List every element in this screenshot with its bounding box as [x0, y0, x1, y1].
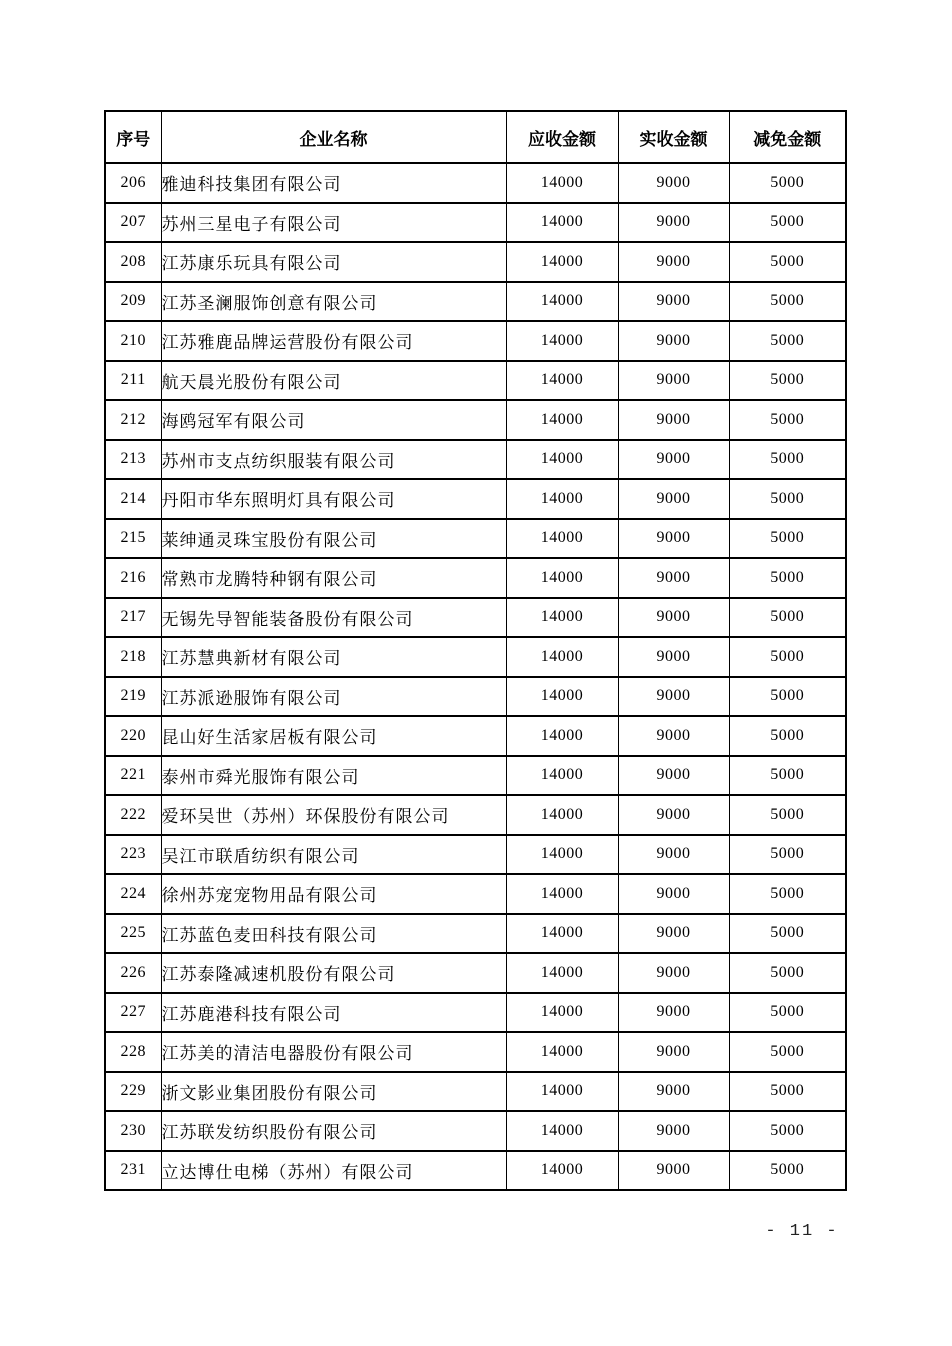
- company-name: 江苏美的清洁电器股份有限公司: [161, 1032, 506, 1072]
- row-serial-number: 210: [105, 321, 161, 361]
- received-amount: 9000: [618, 282, 729, 322]
- row-serial-number: 207: [105, 203, 161, 243]
- table-row: [105, 1151, 846, 1191]
- company-name: 江苏派逊服饰有限公司: [161, 677, 506, 717]
- row-serial-number: 227: [105, 993, 161, 1033]
- row-serial-number: 226: [105, 953, 161, 993]
- table-row: [105, 479, 846, 519]
- row-serial-number: 206: [105, 163, 161, 203]
- reduction-amount: 5000: [729, 1111, 846, 1151]
- header-row: [105, 111, 846, 163]
- row-serial-number: 228: [105, 1032, 161, 1072]
- received-amount: 9000: [618, 321, 729, 361]
- table-row: [105, 756, 846, 796]
- received-amount: 9000: [618, 1032, 729, 1072]
- company-name: 泰州市舜光服饰有限公司: [161, 756, 506, 796]
- received-amount: 9000: [618, 637, 729, 677]
- table-row: [105, 321, 846, 361]
- received-amount: 9000: [618, 361, 729, 401]
- row-serial-number: 212: [105, 400, 161, 440]
- company-name: 江苏泰隆减速机股份有限公司: [161, 953, 506, 993]
- reduction-amount: 5000: [729, 598, 846, 638]
- table-row: [105, 1111, 846, 1151]
- table-row: [105, 558, 846, 598]
- receivable-amount: 14000: [506, 321, 618, 361]
- company-name: 航天晨光股份有限公司: [161, 361, 506, 401]
- row-serial-number: 208: [105, 242, 161, 282]
- company-name: 雅迪科技集团有限公司: [161, 163, 506, 203]
- receivable-amount: 14000: [506, 242, 618, 282]
- company-name: 海鸥冠军有限公司: [161, 400, 506, 440]
- reduction-amount: 5000: [729, 795, 846, 835]
- table-row: [105, 716, 846, 756]
- row-serial-number: 220: [105, 716, 161, 756]
- header-serial-number: 序号: [105, 111, 161, 163]
- row-serial-number: 211: [105, 361, 161, 401]
- row-serial-number: 209: [105, 282, 161, 322]
- reduction-amount: 5000: [729, 282, 846, 322]
- company-name: 丹阳市华东照明灯具有限公司: [161, 479, 506, 519]
- reduction-amount: 5000: [729, 400, 846, 440]
- received-amount: 9000: [618, 598, 729, 638]
- row-serial-number: 229: [105, 1072, 161, 1112]
- receivable-amount: 14000: [506, 953, 618, 993]
- receivable-amount: 14000: [506, 716, 618, 756]
- received-amount: 9000: [618, 519, 729, 559]
- company-name: 昆山好生活家居板有限公司: [161, 716, 506, 756]
- received-amount: 9000: [618, 677, 729, 717]
- row-serial-number: 223: [105, 835, 161, 875]
- receivable-amount: 14000: [506, 440, 618, 480]
- receivable-amount: 14000: [506, 361, 618, 401]
- reduction-amount: 5000: [729, 361, 846, 401]
- table-row: [105, 598, 846, 638]
- reduction-amount: 5000: [729, 914, 846, 954]
- reduction-amount: 5000: [729, 558, 846, 598]
- receivable-amount: 14000: [506, 598, 618, 638]
- company-name: 无锡先导智能装备股份有限公司: [161, 598, 506, 638]
- receivable-amount: 14000: [506, 1151, 618, 1191]
- receivable-amount: 14000: [506, 282, 618, 322]
- table-row: [105, 1032, 846, 1072]
- received-amount: 9000: [618, 914, 729, 954]
- reduction-amount: 5000: [729, 874, 846, 914]
- receivable-amount: 14000: [506, 795, 618, 835]
- company-name: 莱绅通灵珠宝股份有限公司: [161, 519, 506, 559]
- row-serial-number: 221: [105, 756, 161, 796]
- reduction-amount: 5000: [729, 756, 846, 796]
- company-name: 江苏联发纺织股份有限公司: [161, 1111, 506, 1151]
- receivable-amount: 14000: [506, 519, 618, 559]
- table-row: [105, 953, 846, 993]
- receivable-amount: 14000: [506, 1111, 618, 1151]
- received-amount: 9000: [618, 835, 729, 875]
- received-amount: 9000: [618, 756, 729, 796]
- receivable-amount: 14000: [506, 677, 618, 717]
- company-name: 立达博仕电梯（苏州）有限公司: [161, 1151, 506, 1191]
- table-row: [105, 993, 846, 1033]
- row-serial-number: 218: [105, 637, 161, 677]
- table-row: [105, 835, 846, 875]
- reduction-amount: 5000: [729, 1151, 846, 1191]
- table-row: [105, 440, 846, 480]
- row-serial-number: 215: [105, 519, 161, 559]
- receivable-amount: 14000: [506, 914, 618, 954]
- receivable-amount: 14000: [506, 1032, 618, 1072]
- receivable-amount: 14000: [506, 1072, 618, 1112]
- table-row: [105, 795, 846, 835]
- reduction-amount: 5000: [729, 993, 846, 1033]
- receivable-amount: 14000: [506, 637, 618, 677]
- row-serial-number: 225: [105, 914, 161, 954]
- row-serial-number: 224: [105, 874, 161, 914]
- reduction-amount: 5000: [729, 440, 846, 480]
- table-header: [105, 111, 846, 163]
- table-row: [105, 400, 846, 440]
- reduction-amount: 5000: [729, 953, 846, 993]
- table-row: [105, 914, 846, 954]
- table-row: [105, 637, 846, 677]
- reduction-amount: 5000: [729, 637, 846, 677]
- received-amount: 9000: [618, 163, 729, 203]
- company-name: 徐州苏宠宠物用品有限公司: [161, 874, 506, 914]
- company-name: 江苏蓝色麦田科技有限公司: [161, 914, 506, 954]
- company-name: 江苏康乐玩具有限公司: [161, 242, 506, 282]
- received-amount: 9000: [618, 1151, 729, 1191]
- reduction-amount: 5000: [729, 716, 846, 756]
- received-amount: 9000: [618, 558, 729, 598]
- header-reduction-amount: 减免金额: [729, 111, 846, 163]
- received-amount: 9000: [618, 1072, 729, 1112]
- receivable-amount: 14000: [506, 479, 618, 519]
- row-serial-number: 231: [105, 1151, 161, 1191]
- reduction-amount: 5000: [729, 519, 846, 559]
- table-row: [105, 361, 846, 401]
- table-row: [105, 163, 846, 203]
- row-serial-number: 222: [105, 795, 161, 835]
- company-name: 江苏鹿港科技有限公司: [161, 993, 506, 1033]
- reduction-amount: 5000: [729, 1072, 846, 1112]
- company-name: 苏州三星电子有限公司: [161, 203, 506, 243]
- page-number: - 11 -: [765, 1222, 839, 1241]
- company-name: 吴江市联盾纺织有限公司: [161, 835, 506, 875]
- row-serial-number: 217: [105, 598, 161, 638]
- company-name: 江苏慧典新材有限公司: [161, 637, 506, 677]
- reduction-amount: 5000: [729, 1032, 846, 1072]
- row-serial-number: 219: [105, 677, 161, 717]
- reduction-amount: 5000: [729, 242, 846, 282]
- table-row: [105, 282, 846, 322]
- company-name: 常熟市龙腾特种钢有限公司: [161, 558, 506, 598]
- company-name: 江苏雅鹿品牌运营股份有限公司: [161, 321, 506, 361]
- received-amount: 9000: [618, 479, 729, 519]
- received-amount: 9000: [618, 716, 729, 756]
- receivable-amount: 14000: [506, 993, 618, 1033]
- table-row: [105, 874, 846, 914]
- receivable-amount: 14000: [506, 558, 618, 598]
- reduction-amount: 5000: [729, 479, 846, 519]
- table-body: [105, 163, 846, 1190]
- row-serial-number: 214: [105, 479, 161, 519]
- receivable-amount: 14000: [506, 874, 618, 914]
- reduction-amount: 5000: [729, 163, 846, 203]
- received-amount: 9000: [618, 203, 729, 243]
- receivable-amount: 14000: [506, 163, 618, 203]
- table-row: [105, 1072, 846, 1112]
- header-received-amount: 实收金额: [618, 111, 729, 163]
- received-amount: 9000: [618, 953, 729, 993]
- header-company-name: 企业名称: [161, 111, 506, 163]
- header-receivable-amount: 应收金额: [506, 111, 618, 163]
- company-name: 苏州市支点纺织服装有限公司: [161, 440, 506, 480]
- reduction-amount: 5000: [729, 835, 846, 875]
- received-amount: 9000: [618, 874, 729, 914]
- table-row: [105, 242, 846, 282]
- fee-table: [104, 110, 847, 1191]
- row-serial-number: 216: [105, 558, 161, 598]
- receivable-amount: 14000: [506, 756, 618, 796]
- receivable-amount: 14000: [506, 835, 618, 875]
- reduction-amount: 5000: [729, 321, 846, 361]
- company-name: 爱环吴世（苏州）环保股份有限公司: [161, 795, 506, 835]
- row-serial-number: 230: [105, 1111, 161, 1151]
- receivable-amount: 14000: [506, 203, 618, 243]
- received-amount: 9000: [618, 993, 729, 1033]
- company-name: 江苏圣澜服饰创意有限公司: [161, 282, 506, 322]
- received-amount: 9000: [618, 242, 729, 282]
- row-serial-number: 213: [105, 440, 161, 480]
- reduction-amount: 5000: [729, 677, 846, 717]
- received-amount: 9000: [618, 1111, 729, 1151]
- receivable-amount: 14000: [506, 400, 618, 440]
- received-amount: 9000: [618, 440, 729, 480]
- received-amount: 9000: [618, 400, 729, 440]
- table-row: [105, 519, 846, 559]
- reduction-amount: 5000: [729, 203, 846, 243]
- received-amount: 9000: [618, 795, 729, 835]
- company-name: 浙文影业集团股份有限公司: [161, 1072, 506, 1112]
- table-row: [105, 203, 846, 243]
- table-row: [105, 677, 846, 717]
